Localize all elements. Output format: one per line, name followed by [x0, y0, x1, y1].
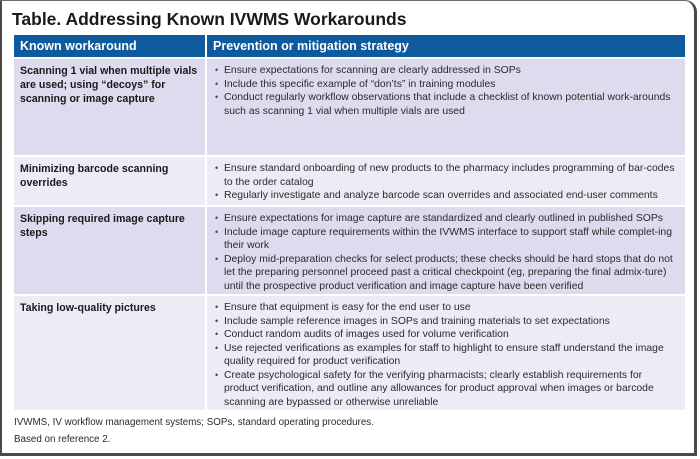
strategy-item: • Ensure that equipment is easy for the end user to use	[215, 301, 679, 315]
strategy-item: • Ensure standard onboarding of new products to the pharmacy includes programming of bar-codes to the order catalog	[215, 162, 679, 189]
workaround-cell: Scanning 1 vial when multiple vials are used; using “decoys” for scanning or image capture	[14, 59, 207, 155]
strategy-item: • Include this specific example of “don’ts” in training modules	[215, 78, 679, 92]
strategy-item: • Create psychological safety for the verifying pharmacists; clearly establish requirements for product verification, and outline any allowances for product approval when images or barcode scanning are bypassed or otherwise unreliable	[215, 369, 679, 410]
strategy-item: • Ensure expectations for image capture are standardized and clearly outlined in published SOPs	[215, 212, 679, 226]
strategy-item: • Ensure expectations for scanning are clearly addressed in SOPs	[215, 64, 679, 78]
table-row	[14, 296, 685, 410]
strategy-cell	[207, 157, 685, 205]
strategy-list	[215, 301, 679, 409]
table-row	[14, 207, 685, 294]
strategy-item: • Conduct regularly workflow observations that include a checklist of known potential work-arounds such as scanning 1 vial when multiple vials are used	[215, 91, 679, 118]
table-row	[14, 157, 685, 205]
strategy-item: • Include image capture requirements within the IVWMS interface to support staff while complet-ing their work	[215, 226, 679, 253]
strategy-item: • Include sample reference images in SOPs and training materials to set expectations	[215, 315, 679, 329]
strategy-list	[215, 212, 679, 293]
strategy-cell	[207, 207, 685, 294]
abbreviations-footnote: IVWMS, IV workflow management systems; SOPs, standard operating procedures.	[14, 417, 374, 428]
strategy-list	[215, 64, 679, 118]
workaround-cell: Taking low-quality pictures	[14, 296, 207, 410]
header-prevention-strategy: Prevention or mitigation strategy	[213, 39, 409, 53]
workaround-cell: Skipping required image capture steps	[14, 207, 207, 294]
header-known-workaround: Known workaround	[14, 35, 207, 57]
workarounds-table	[14, 35, 685, 410]
strategy-item: • Deploy mid-preparation checks for select products; these checks should be hard stops that do not let the preparing personnel proceed past a critical checkpoint (eg, preparing the final admix-ture) until the prospective product verification and image capture have been verified	[215, 253, 679, 294]
table-title: Table. Addressing Known IVWMS Workarounds	[12, 9, 407, 29]
strategy-list	[215, 162, 679, 203]
source-footnote: Based on reference 2.	[14, 434, 111, 445]
strategy-item: • Regularly investigate and analyze barcode scan overrides and associated end-user comments	[215, 189, 679, 203]
strategy-cell	[207, 59, 685, 155]
strategy-cell	[207, 296, 685, 410]
strategy-item: • Conduct random audits of images used for volume verification	[215, 328, 679, 342]
table-header	[14, 35, 685, 57]
strategy-item: • Use rejected verifications as examples for staff to highlight to ensure staff understand the image quality required for product verification	[215, 342, 679, 369]
table-row	[14, 59, 685, 155]
workaround-cell: Minimizing barcode scanning overrides	[14, 157, 207, 205]
